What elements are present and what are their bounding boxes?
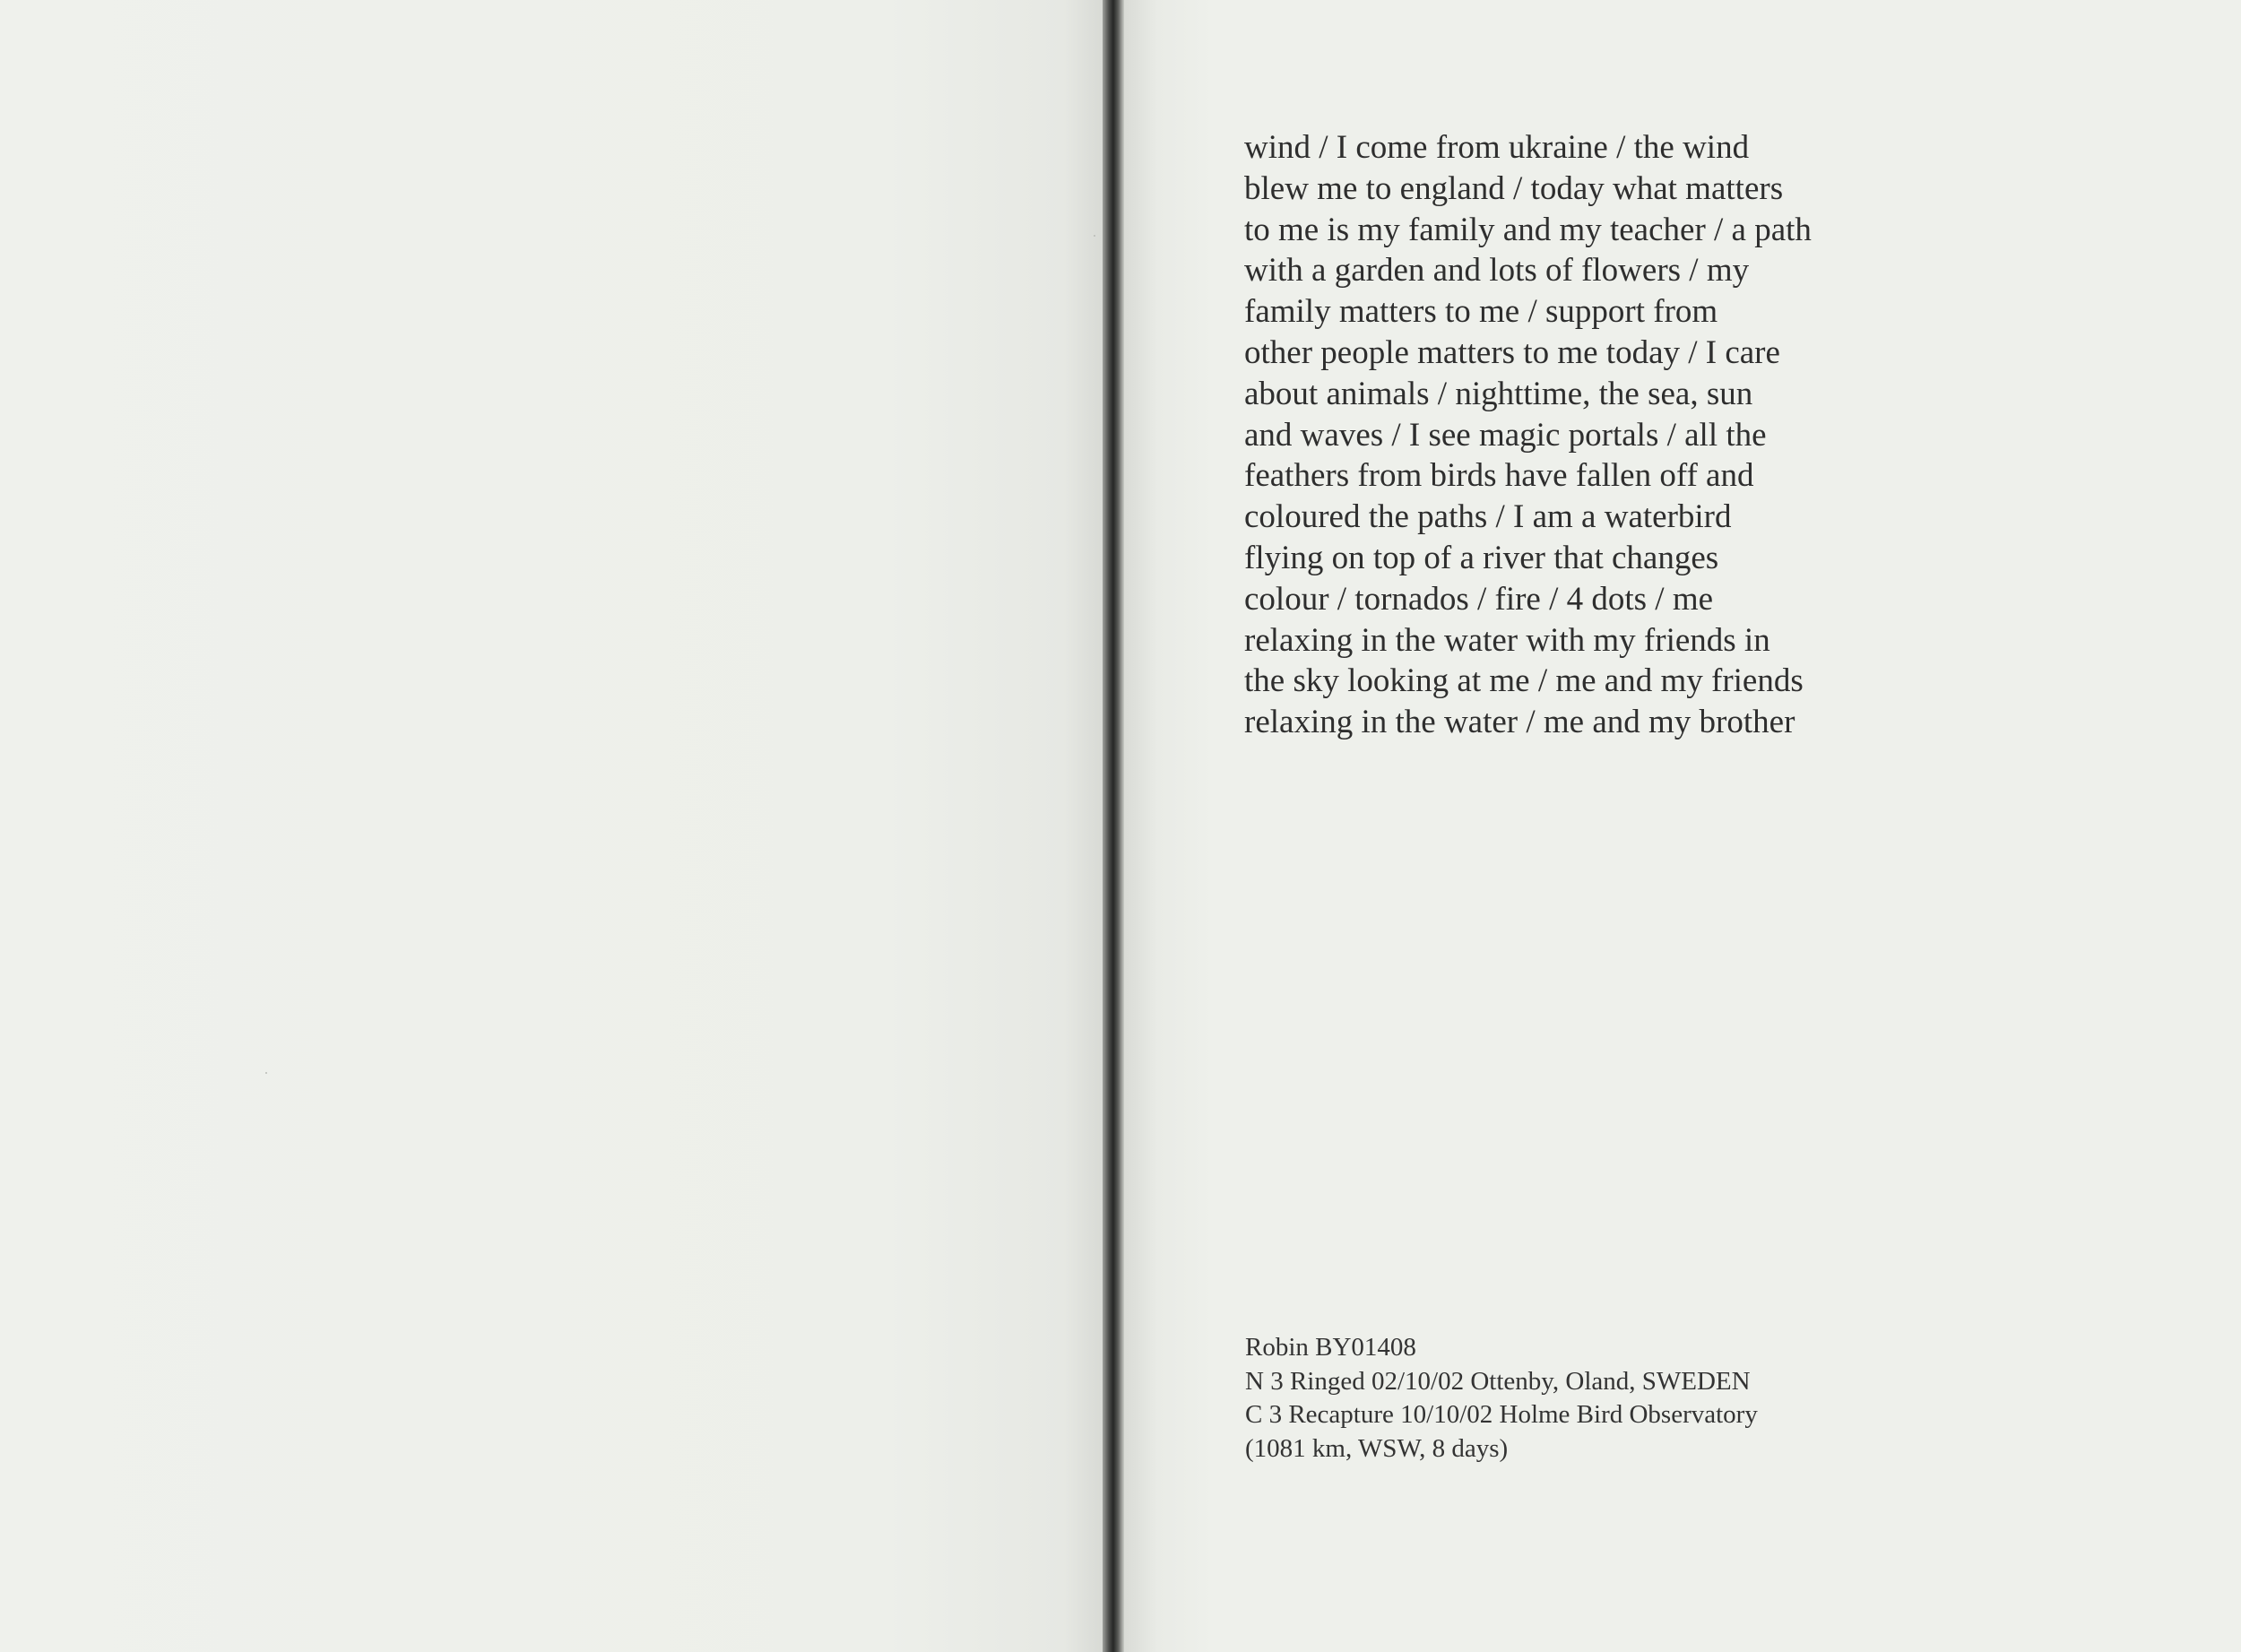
left-page — [0, 0, 1108, 1652]
poem-line: to me is my family and my teacher / a path — [1244, 211, 1812, 248]
poem-line: relaxing in the water with my friends in — [1244, 621, 1770, 659]
poem-line: relaxing in the water / me and my brother — [1244, 704, 1795, 741]
poem-line: feathers from birds have fallen off and — [1244, 457, 1754, 495]
record-recapture-line: C 3 Recapture 10/10/02 Holme Bird Observatory — [1245, 1400, 1758, 1429]
record-ringed-line: N 3 Ringed 02/10/02 Ottenby, Oland, SWEDEN — [1245, 1366, 1751, 1396]
poem-line: family matters to me / support from — [1244, 293, 1718, 331]
poem-line: the sky looking at me / me and my friends — [1244, 662, 1804, 700]
ringing-record — [1245, 1331, 2141, 1466]
poem-text — [1244, 127, 2141, 743]
poem-line: flying on top of a river that changes — [1244, 539, 1719, 576]
poem-line: and waves / I see magic portals / all the — [1244, 416, 1767, 454]
poem-line: coloured the paths / I am a waterbird — [1244, 498, 1732, 536]
poem-line: blew me to england / today what matters — [1244, 169, 1784, 207]
record-species-ring: Robin BY01408 — [1245, 1333, 1416, 1362]
poem-line: colour / tornados / fire / 4 dots / me — [1244, 580, 1714, 618]
paper-speck — [1094, 235, 1095, 237]
poem-line: with a garden and lots of flowers / my — [1244, 252, 1750, 290]
poem-line: about animals / nighttime, the sea, sun — [1244, 375, 1753, 412]
paper-speck — [265, 1072, 267, 1074]
poem-line: other people matters to me today / I care — [1244, 333, 1780, 371]
book-gutter — [1103, 0, 1124, 1652]
poem-line: wind / I come from ukraine / the wind — [1244, 129, 1750, 166]
record-distance-line: (1081 km, WSW, 8 days) — [1245, 1433, 1509, 1463]
